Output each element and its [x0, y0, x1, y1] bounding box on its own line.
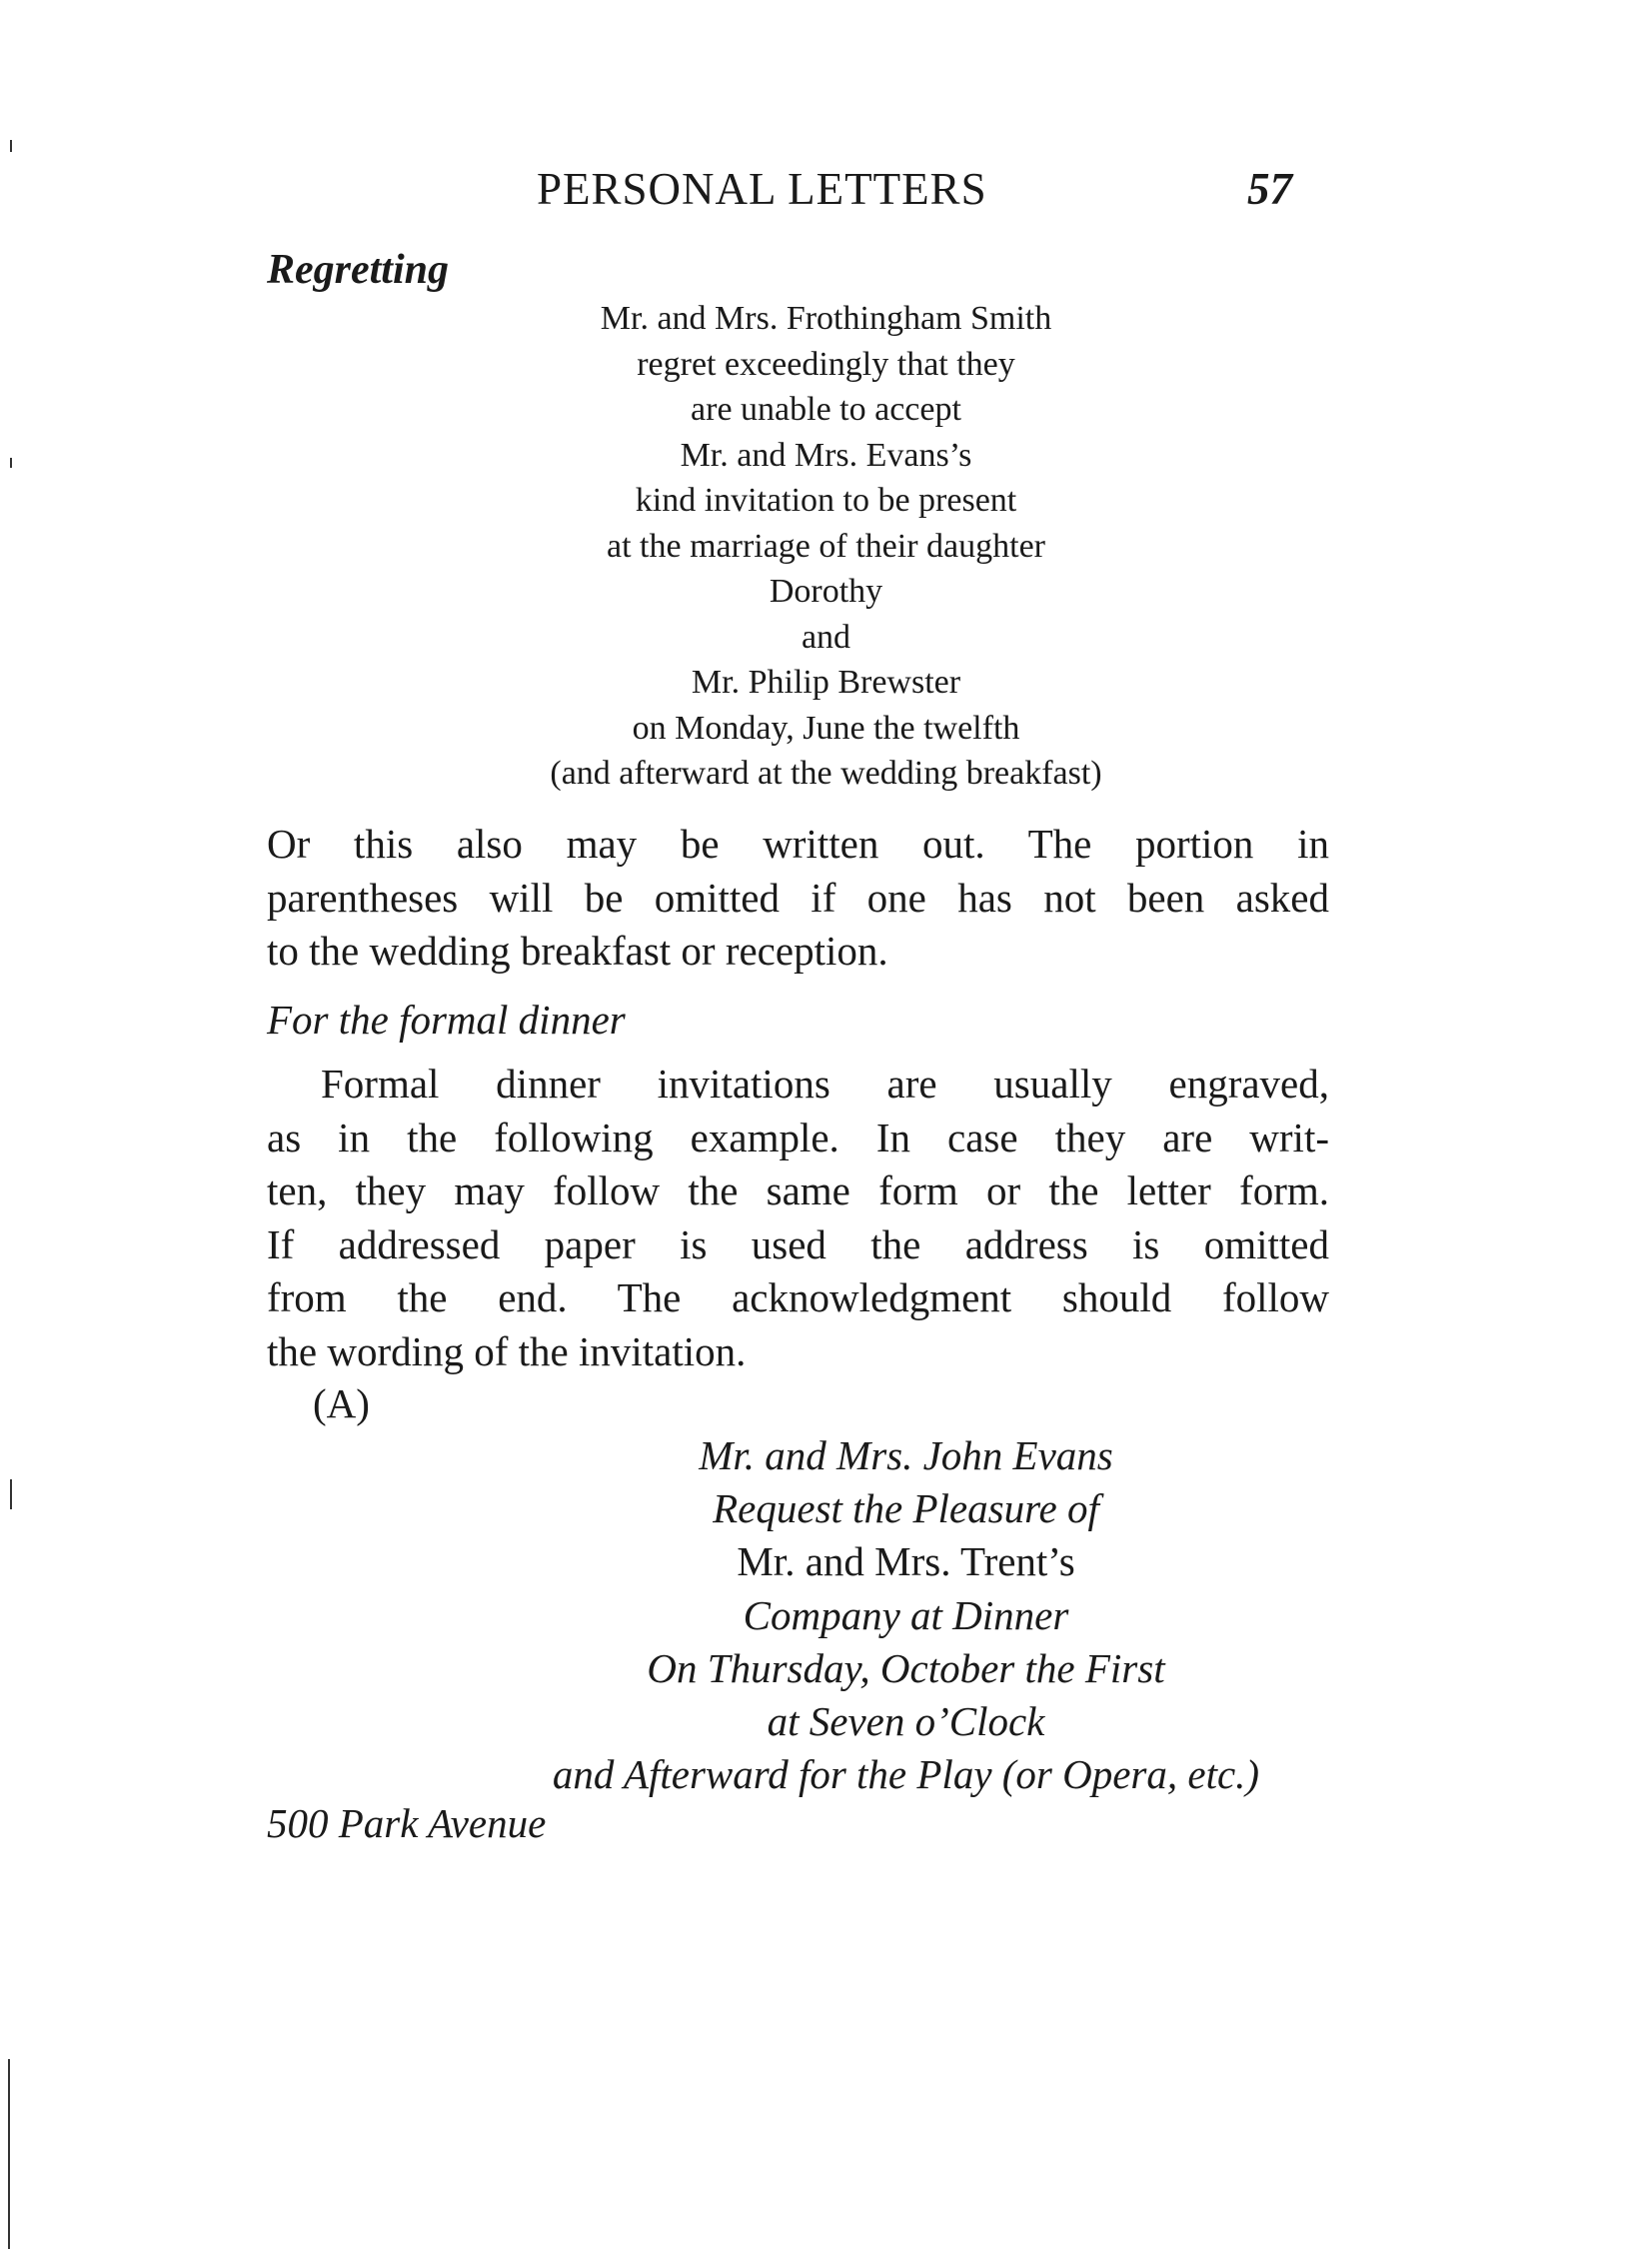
paragraph-line: If addressed paper is used the address is omitted	[267, 1220, 1329, 1267]
invitation-line: Mr. and Mrs. Trent’s	[737, 1538, 1075, 1584]
regret-note	[0, 296, 1652, 797]
regret-line: on Monday, June the twelfth	[632, 709, 1020, 747]
page-number: 57	[1247, 164, 1292, 214]
regret-line: regret exceedingly that they	[637, 345, 1015, 383]
regret-line: are unable to accept	[691, 391, 961, 428]
paragraph-line: as in the following example. In case they are writ-	[267, 1114, 1329, 1160]
running-head: PERSONAL LETTERS	[537, 164, 987, 214]
invitation-line: at Seven o’Clock	[767, 1698, 1045, 1744]
regret-line: and	[801, 618, 851, 656]
paragraph-line: from the end. The acknowledgment should follow	[267, 1274, 1329, 1320]
paragraph-line: parentheses will be omitted if one has not been asked	[267, 874, 1329, 921]
invitation-address: 500 Park Avenue	[267, 1800, 547, 1846]
regret-line: Dorothy	[769, 573, 883, 610]
regret-line: Mr. and Mrs. Evans’s	[680, 436, 972, 474]
scan-mark	[10, 140, 12, 152]
section-label-regretting: Regretting	[267, 247, 450, 293]
paragraph-line: the wording of the invitation.	[267, 1327, 747, 1374]
invitation-line: Mr. and Mrs. John Evans	[699, 1432, 1113, 1478]
invitation-line: On Thursday, October the First	[647, 1645, 1165, 1691]
body-paragraph	[267, 1058, 1329, 1378]
invitation-line: Company at Dinner	[743, 1592, 1069, 1638]
section-label-formal-dinner: For the formal dinner	[267, 997, 626, 1043]
regret-line: (and afterward at the wedding breakfast)	[550, 755, 1102, 792]
scan-mark	[8, 2059, 10, 2249]
scan-mark	[10, 1479, 12, 1509]
regret-line: at the marriage of their daughter	[607, 527, 1045, 565]
regret-line: kind invitation to be present	[635, 482, 1017, 519]
paragraph-line: Or this also may be written out. The portion in	[267, 821, 1329, 867]
invitation-line: and Afterward for the Play (or Opera, etc.)	[552, 1751, 1260, 1797]
regret-line: Mr. and Mrs. Frothingham Smith	[600, 300, 1052, 337]
example-label: (A)	[313, 1380, 370, 1426]
body-paragraph	[267, 818, 1329, 979]
regret-line: Mr. Philip Brewster	[691, 664, 961, 701]
paragraph-line: Formal dinner invitations are usually engraved,	[321, 1061, 1329, 1107]
paragraph-line: to the wedding breakfast or reception.	[267, 928, 888, 974]
invitation-line: Request the Pleasure of	[713, 1485, 1099, 1531]
paragraph-line: ten, they may follow the same form or the letter form.	[267, 1167, 1329, 1213]
